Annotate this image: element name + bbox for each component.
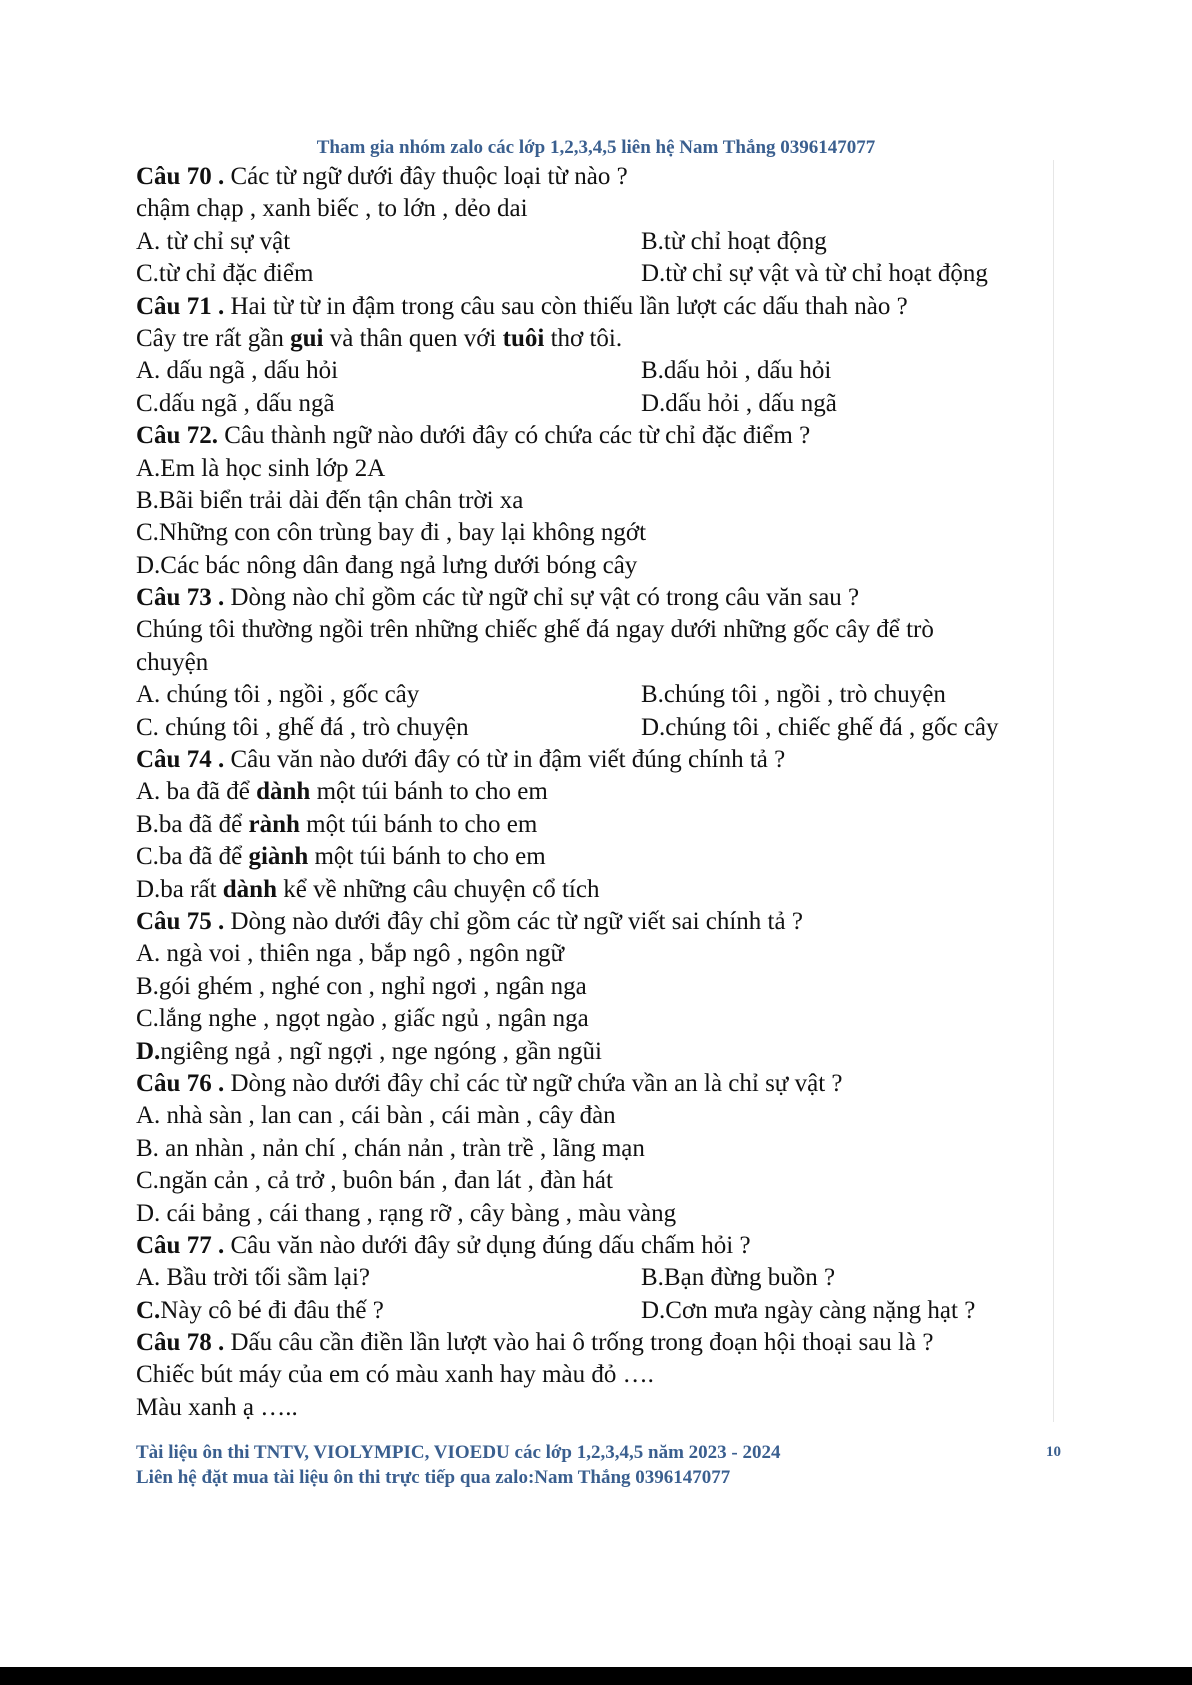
option-b: B.dấu hỏi , dấu hỏi bbox=[641, 357, 832, 385]
option-c: C.từ chỉ đặc điểm bbox=[136, 260, 314, 288]
question-text: Câu thành ngữ nào dưới đây có chứa các từ chỉ đặc điểm ? bbox=[217, 422, 811, 450]
question-78 bbox=[136, 1327, 1056, 1359]
option-b: B.chúng tôi , ngồi , trò chuyện bbox=[641, 681, 946, 709]
question-text: Dòng nào dưới đây chỉ các từ ngữ chứa vần an là chỉ sự vật ? bbox=[224, 1069, 843, 1097]
page-number: 10 bbox=[1046, 1444, 1061, 1460]
question-number: Câu 74 . bbox=[136, 746, 225, 774]
bold-word: dành bbox=[222, 875, 277, 903]
question-text: Dòng nào dưới đây chỉ gồm các từ ngữ viết sai chính tả ? bbox=[224, 907, 803, 935]
question-number: Câu 77 . bbox=[136, 1231, 225, 1259]
option-b: B. an nhàn , nản chí , chán nản , tràn trề , lãng mạn bbox=[136, 1134, 645, 1162]
option-a: A. Bầu trời tối sầm lại? bbox=[136, 1264, 371, 1292]
option-a bbox=[136, 776, 1056, 808]
option-d: D.chúng tôi , chiếc ghế đá , gốc cây bbox=[641, 713, 999, 741]
option-text: một túi bánh to cho em bbox=[308, 843, 546, 871]
bold-word: tuôi bbox=[502, 324, 545, 352]
answer-letter: D. bbox=[136, 1037, 161, 1065]
sentence-part: thơ tôi. bbox=[544, 324, 623, 352]
bold-word: rành bbox=[248, 810, 300, 838]
option-text: Này cô bé đi đâu thế ? bbox=[160, 1296, 384, 1324]
option-text: A. ba đã để bbox=[136, 778, 257, 806]
option-c: C.ngăn cản , cả trở , buôn bán , đan lát , đàn hát bbox=[136, 1167, 613, 1195]
option-d: D.dấu hỏi , dấu ngã bbox=[641, 389, 837, 417]
option-c: C.Những con côn trùng bay đi , bay lại không ngớt bbox=[136, 519, 647, 547]
dialogue-line-2: Màu xanh ạ ….. bbox=[136, 1393, 298, 1421]
question-text: Dấu câu cần điền lần lượt vào hai ô trống trong đoạn hội thoại sau là ? bbox=[224, 1329, 934, 1357]
option-d: D.Các bác nông dân đang ngả lưng dưới bóng cây bbox=[136, 551, 638, 579]
option-a: A. từ chỉ sự vật bbox=[136, 227, 291, 255]
bold-word: giành bbox=[248, 843, 309, 871]
question-number: Câu 73 . bbox=[136, 584, 225, 612]
option-d: D. cái bảng , cái thang , rạng rỡ , cây bàng , màu vàng bbox=[136, 1199, 677, 1227]
option-a: A. chúng tôi , ngồi , gốc cây bbox=[136, 681, 420, 709]
question-75 bbox=[136, 906, 1056, 938]
answer-letter: C. bbox=[136, 1296, 161, 1324]
options-row bbox=[136, 1295, 1056, 1327]
worksheet-content bbox=[136, 161, 1056, 1424]
question-number: Câu 70 . bbox=[136, 163, 225, 190]
option-a: A. ngà voi , thiên nga , bắp ngô , ngôn ngữ bbox=[136, 940, 565, 968]
question-74 bbox=[136, 744, 1056, 776]
question-number: Câu 71 . bbox=[136, 292, 225, 320]
option-a: A. nhà sàn , lan can , cái bàn , cái màn , cây đàn bbox=[136, 1102, 616, 1130]
bold-word: gui bbox=[290, 324, 324, 352]
question-77 bbox=[136, 1230, 1056, 1262]
footer-line-2: Liên hệ đặt mua tài liệu ôn thi trực tiếp qua zalo:Nam Thắng 0396147077 bbox=[136, 1467, 731, 1488]
question-number: Câu 75 . bbox=[136, 907, 225, 935]
option-text: một túi bánh to cho em bbox=[310, 778, 548, 806]
question-73 bbox=[136, 582, 1056, 614]
option-b: B.Bãi biển trải dài đến tận chân trời xa bbox=[136, 486, 524, 514]
option-d: D.Cơn mưa ngày càng nặng hạt ? bbox=[641, 1296, 976, 1324]
page-header: Tham gia nhóm zalo các lớp 1,2,3,4,5 liên hệ Nam Thắng 0396147077 bbox=[316, 137, 876, 158]
bold-word: dành bbox=[256, 778, 311, 806]
option-c: C.dấu ngã , dấu ngã bbox=[136, 389, 335, 417]
question-72 bbox=[136, 420, 1056, 452]
question-71 bbox=[136, 291, 1056, 323]
option-text: D.ba rất bbox=[136, 875, 223, 903]
option-c bbox=[136, 1295, 641, 1327]
page-footer bbox=[136, 1440, 1076, 1490]
question-text: Các từ ngữ dưới đây thuộc loại từ nào ? bbox=[224, 163, 628, 190]
option-c: C.lắng nghe , ngọt ngào , giấc ngủ , ngân nga bbox=[136, 1005, 589, 1033]
sentence-part: Cây tre rất gần bbox=[136, 324, 291, 352]
option-text: C.ba đã để bbox=[136, 843, 249, 871]
option-text: kể về những câu chuyện cổ tích bbox=[277, 875, 600, 903]
option-b: B.Bạn đừng buồn ? bbox=[641, 1264, 836, 1292]
options-row bbox=[136, 712, 1056, 744]
option-text: ngiêng ngả , ngĩ ngợi , nge ngóng , gần ngũi bbox=[160, 1037, 602, 1065]
options-row bbox=[136, 388, 1056, 420]
options-row bbox=[136, 355, 1056, 387]
option-text: một túi bánh to cho em bbox=[299, 810, 538, 838]
options-row bbox=[136, 1262, 1056, 1294]
question-text: Dòng nào chỉ gồm các từ ngữ chỉ sự vật có trong câu văn sau ? bbox=[224, 584, 860, 612]
question-73-sentence: Chúng tôi thường ngồi trên những chiếc ghế đá ngay dưới những gốc cây để trò bbox=[136, 616, 934, 644]
option-text: B.ba đã để bbox=[136, 810, 249, 838]
question-70-words: chậm chạp , xanh biếc , to lớn , dẻo dai bbox=[136, 195, 528, 223]
sentence-part: và thân quen với bbox=[323, 324, 503, 352]
options-row bbox=[136, 226, 1056, 258]
option-a: A.Em là học sinh lớp 2A bbox=[136, 454, 386, 482]
question-text: Câu văn nào dưới đây sử dụng đúng dấu chấm hỏi ? bbox=[224, 1231, 751, 1259]
option-d: D.từ chỉ sự vật và từ chỉ hoạt động bbox=[641, 260, 988, 288]
question-76 bbox=[136, 1068, 1056, 1100]
question-73-sentence-cont: chuyện bbox=[136, 648, 209, 676]
option-a: A. dấu ngã , dấu hỏi bbox=[136, 357, 339, 385]
bottom-edge-bar bbox=[0, 1667, 1192, 1685]
option-d bbox=[136, 874, 1056, 906]
question-70 bbox=[136, 161, 1056, 193]
question-text: Câu văn nào dưới đây có từ in đậm viết đúng chính tả ? bbox=[224, 746, 786, 774]
option-c bbox=[136, 841, 1056, 873]
options-row bbox=[136, 258, 1056, 290]
footer-line-1: Tài liệu ôn thi TNTV, VIOLYMPIC, VIOEDU các lớp 1,2,3,4,5 năm 2023 - 2024 bbox=[136, 1442, 781, 1463]
question-number: Câu 72. bbox=[136, 422, 218, 450]
question-71-sentence bbox=[136, 323, 1056, 355]
option-d bbox=[136, 1036, 1056, 1068]
dialogue-line-1: Chiếc bút máy của em có màu xanh hay màu đỏ …. bbox=[136, 1361, 654, 1389]
option-b: B.gói ghém , nghé con , nghỉ ngơi , ngân nga bbox=[136, 972, 587, 1000]
question-number: Câu 76 . bbox=[136, 1069, 225, 1097]
option-c: C. chúng tôi , ghế đá , trò chuyện bbox=[136, 713, 469, 741]
question-number: Câu 78 . bbox=[136, 1329, 225, 1357]
option-b: B.từ chỉ hoạt động bbox=[641, 227, 827, 255]
options-row bbox=[136, 679, 1056, 711]
option-b bbox=[136, 809, 1056, 841]
question-text: Hai từ từ in đậm trong câu sau còn thiếu lần lượt các dấu thah nào ? bbox=[224, 292, 908, 320]
